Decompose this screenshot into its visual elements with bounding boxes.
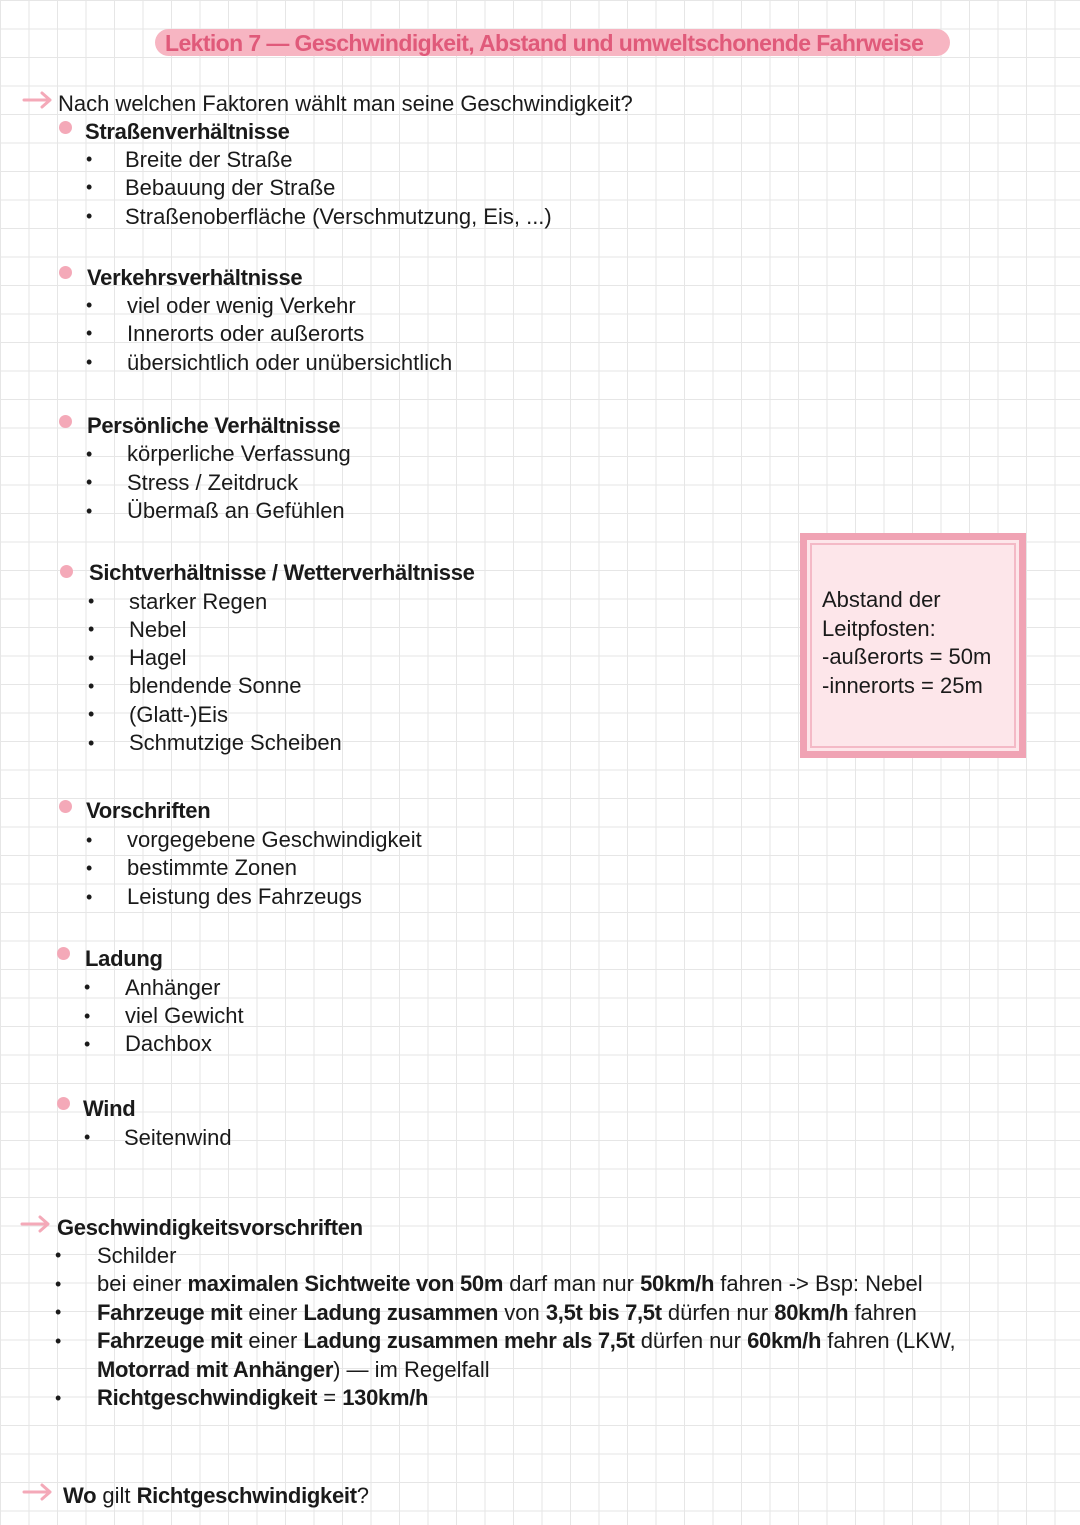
bullet-icon: • <box>88 733 95 753</box>
rule-text: ) — im Regelfall <box>333 1357 490 1382</box>
rule-text: bei einer <box>97 1271 188 1296</box>
bullet-icon: • <box>88 704 95 724</box>
section-heading: Ladung <box>85 946 163 971</box>
bullet-dot-icon <box>60 565 73 578</box>
rule-text-bold: Fahrzeuge mit <box>97 1300 243 1325</box>
bullet-icon: • <box>88 591 95 611</box>
rule-text-bold: Ladung zusammen <box>303 1300 499 1325</box>
rule-text: einer <box>242 1300 304 1325</box>
list-item: Bebauung der Straße <box>125 175 336 200</box>
bullet-icon: • <box>55 1245 62 1265</box>
bullet-dot-icon <box>59 800 72 813</box>
section-heading: Vorschriften <box>86 798 211 823</box>
rule-text-bold: Ladung zusammen mehr als 7,5t <box>303 1328 635 1353</box>
list-item: körperliche Verfassung <box>127 441 351 466</box>
list-item: Straßenoberfläche (Verschmutzung, Eis, ...) <box>125 204 552 229</box>
bullet-icon: • <box>86 295 93 315</box>
list-item: (Glatt-)Eis <box>129 702 228 727</box>
bullet-icon: • <box>86 501 93 521</box>
bullet-dot-icon <box>57 1097 70 1110</box>
question-text-bold: Wo <box>63 1483 97 1508</box>
bullet-dot-icon <box>57 947 70 960</box>
list-item: Innerorts oder außerorts <box>127 321 365 346</box>
bullet-icon: • <box>88 648 95 668</box>
list-item: Schmutzige Scheiben <box>129 730 342 755</box>
bullet-icon: • <box>86 472 93 492</box>
rule-text: dürfen nur <box>634 1328 748 1353</box>
rule-text: dürfen nur <box>661 1300 775 1325</box>
note-line: Leitpfosten: <box>822 615 936 641</box>
list-item: vorgegebene Geschwindigkeit <box>127 827 422 852</box>
list-item: Breite der Straße <box>125 147 293 172</box>
section-heading: Verkehrsverhältnisse <box>87 265 303 290</box>
rule-item <box>97 1385 428 1411</box>
bullet-dot-icon <box>59 266 72 279</box>
rule-text: einer <box>242 1328 304 1353</box>
arrow-right-icon <box>20 1214 52 1234</box>
bullet-icon: • <box>86 177 93 197</box>
bullet-icon: • <box>84 1127 91 1147</box>
list-item: Dachbox <box>125 1031 212 1056</box>
arrow-right-icon <box>22 1482 54 1502</box>
bullet-icon: • <box>86 149 93 169</box>
bullet-icon: • <box>84 1006 91 1026</box>
note-box-leitpfosten <box>800 533 1026 758</box>
section-heading: Straßenverhältnisse <box>85 119 290 144</box>
list-item: Seitenwind <box>124 1125 232 1150</box>
list-item: Stress / Zeitdruck <box>127 470 299 495</box>
list-item: Leistung des Fahrzeugs <box>127 884 362 909</box>
rule-text: fahren <box>848 1300 917 1325</box>
list-item: bestimmte Zonen <box>127 855 297 880</box>
bullet-icon: • <box>55 1274 62 1294</box>
question-text: gilt <box>96 1483 137 1508</box>
rules-heading: Geschwindigkeitsvorschriften <box>57 1215 363 1240</box>
rule-text-bold: Richtgeschwindigkeit <box>97 1385 318 1410</box>
bullet-icon: • <box>88 676 95 696</box>
rule-text-bold: 50km/h <box>640 1271 715 1296</box>
question-text-bold: Richtgeschwindigkeit <box>136 1483 357 1508</box>
section-heading: Wind <box>83 1096 136 1121</box>
rule-text: fahren (LKW, <box>821 1328 956 1353</box>
bullet-icon: • <box>86 352 93 372</box>
arrow-right-icon <box>22 90 54 110</box>
rule-text-bold: maximalen Sichtweite von 50m <box>187 1271 504 1296</box>
list-item: starker Regen <box>129 589 268 614</box>
question-richtgeschwindigkeit <box>63 1483 369 1509</box>
list-item: Anhänger <box>125 975 221 1000</box>
bullet-icon: • <box>84 977 91 997</box>
rule-text: darf man nur <box>503 1271 641 1296</box>
list-item: viel oder wenig Verkehr <box>127 293 356 318</box>
bullet-icon: • <box>88 619 95 639</box>
bullet-icon: • <box>55 1388 62 1408</box>
page-title: Lektion 7 — Geschwindigkeit, Abstand und umweltschonende Fahrweise <box>165 30 924 56</box>
note-line: Abstand der <box>822 587 941 612</box>
rule-text: Schilder <box>97 1243 177 1268</box>
rule-text: = <box>317 1385 343 1410</box>
rule-item <box>97 1328 956 1354</box>
page-title-banner <box>155 29 950 56</box>
rule-text-bold: 80km/h <box>774 1300 849 1325</box>
rule-text: fahren -> Bsp: Nebel <box>714 1271 923 1296</box>
bullet-icon: • <box>84 1034 91 1054</box>
question-factors: Nach welchen Faktoren wählt man seine Geschwindigkeit? <box>58 91 633 116</box>
rule-text: von <box>498 1300 546 1325</box>
rule-text-bold: 60km/h <box>747 1328 822 1353</box>
bullet-icon: • <box>55 1302 62 1322</box>
bullet-icon: • <box>86 323 93 343</box>
rule-text-bold: Motorrad mit Anhänger <box>97 1357 334 1382</box>
rule-item <box>97 1271 923 1297</box>
rule-text-bold: 130km/h <box>342 1385 429 1410</box>
note-line: -außerorts = 50m <box>822 644 992 669</box>
bullet-icon: • <box>55 1331 62 1351</box>
rule-item <box>97 1243 176 1269</box>
rule-item <box>97 1300 917 1326</box>
section-heading: Sichtverhältnisse / Wetterverhältnisse <box>89 560 475 585</box>
note-box-text <box>822 586 991 700</box>
list-item: übersichtlich oder unübersichtlich <box>127 350 453 375</box>
rule-text-bold: Fahrzeuge mit <box>97 1328 243 1353</box>
bullet-dot-icon <box>59 415 72 428</box>
rule-item-continued <box>97 1357 490 1383</box>
bullet-icon: • <box>86 206 93 226</box>
section-heading: Persönliche Verhältnisse <box>87 413 341 438</box>
list-item: viel Gewicht <box>125 1003 244 1028</box>
note-line: -innerorts = 25m <box>822 672 983 698</box>
bullet-icon: • <box>86 830 93 850</box>
bullet-icon: • <box>86 858 93 878</box>
list-item: Übermaß an Gefühlen <box>127 498 345 523</box>
bullet-icon: • <box>86 444 93 464</box>
question-text: ? <box>356 1483 369 1508</box>
bullet-dot-icon <box>59 121 72 134</box>
list-item: blendende Sonne <box>129 673 302 698</box>
list-item: Nebel <box>129 617 187 642</box>
rule-text-bold: 3,5t bis 7,5t <box>545 1300 662 1325</box>
list-item: Hagel <box>129 645 187 670</box>
bullet-icon: • <box>86 887 93 907</box>
